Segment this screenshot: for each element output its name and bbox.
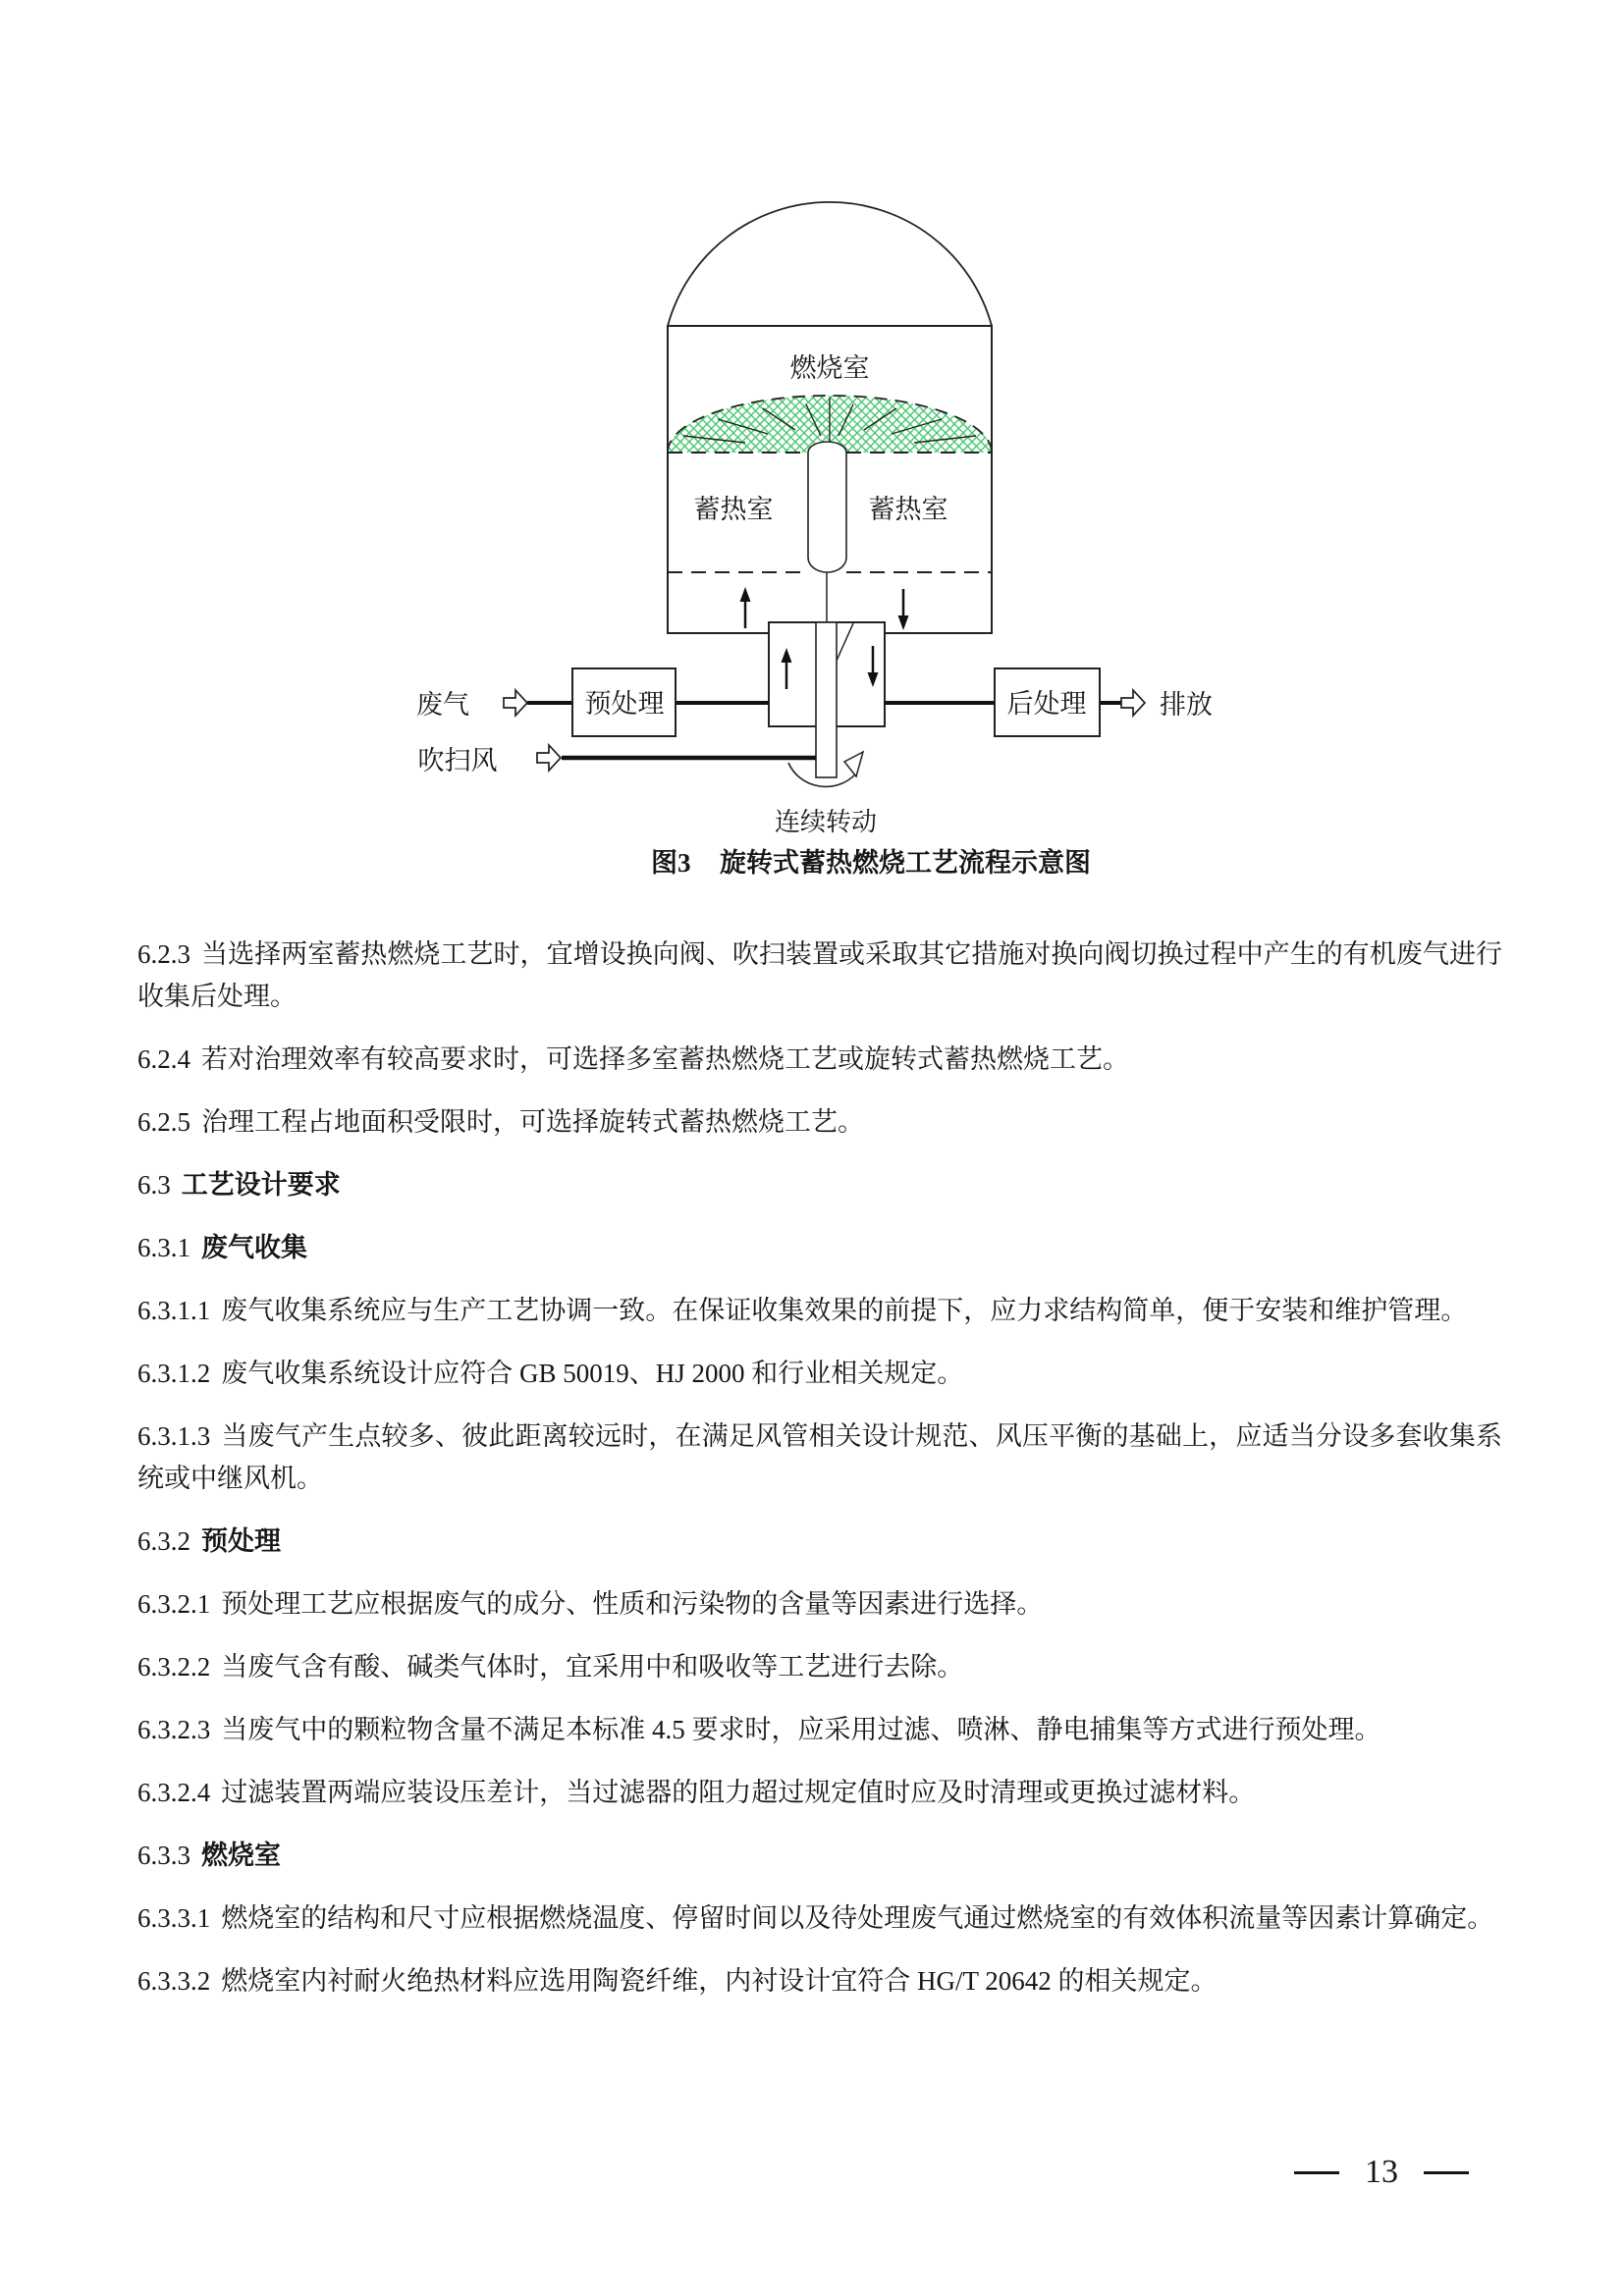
- clause-6-3-1-2: 6.3.1.2 废气收集系统设计应符合 GB 50019、HJ 2000 和行业相关规定。: [137, 1359, 964, 1388]
- page-number: 13: [1365, 2154, 1398, 2190]
- regenerator-left-label: 蓄热室: [693, 495, 774, 524]
- clause-text-block: [137, 934, 1502, 2023]
- rotation-label: 连续转动: [774, 808, 878, 836]
- heading-6-3-2: 6.3.2 预处理: [137, 1526, 281, 1556]
- clause-6-2-5: 6.2.5 治理工程占地面积受限时，可选择旋转式蓄热燃烧工艺。: [137, 1107, 864, 1137]
- clause-6-3-2-1: 6.3.2.1 预处理工艺应根据废气的成分、性质和污染物的含量等因素进行选择。: [137, 1589, 1044, 1619]
- rotation-arrow-icon: [844, 752, 863, 776]
- clause-6-3-1-1: 6.3.1.1 废气收集系统应与生产工艺协调一致。在保证收集效果的前提下，应力求结构简单，便于安装和维护管理。: [137, 1296, 1468, 1325]
- clause-6-2-3: 6.2.3 当选择两室蓄热燃烧工艺时，宜增设换向阀、吹扫装置或采取其它措施对换向阀切换过程中产生的有机废气进行收集后处理。: [137, 939, 1502, 1011]
- vessel-dome-outline: [668, 202, 992, 326]
- figure-3-diagram: [0, 0, 1624, 942]
- clause-6-2-4: 6.2.4 若对治理效率有较高要求时，可选择多室蓄热燃烧工艺或旋转式蓄热燃烧工艺。: [137, 1044, 1129, 1074]
- heading-6-3: 6.3 工艺设计要求: [137, 1170, 341, 1200]
- discharge-arrow-icon: [1121, 690, 1145, 716]
- combustion-chamber-label: 燃烧室: [789, 353, 870, 383]
- clause-6-3-2-2: 6.3.2.2 当废气含有酸、碱类气体时，宜采用中和吸收等工艺进行去除。: [137, 1652, 964, 1682]
- clause-6-3-3-2: 6.3.3.2 燃烧室内衬耐火绝热材料应选用陶瓷纤维，内衬设计宜符合 HG/T 20642 的相关规定。: [137, 1966, 1218, 1996]
- regenerator-right-label: 蓄热室: [868, 495, 948, 524]
- figure-caption-title: 旋转式蓄热燃烧工艺流程示意图: [720, 848, 1091, 878]
- waste-gas-label: 废气: [416, 690, 469, 720]
- figure-caption-number: 图3: [651, 848, 691, 878]
- pretreatment-label: 预处理: [584, 689, 665, 719]
- purge-air-label: 吹扫风: [417, 746, 498, 775]
- clause-6-3-3-1: 6.3.3.1 燃烧室的结构和尺寸应根据燃烧温度、停留时间以及待处理废气通过燃烧室的有效体积流量等因素计算确定。: [137, 1903, 1494, 1933]
- heading-6-3-1: 6.3.1 废气收集: [137, 1233, 307, 1262]
- heading-6-3-3: 6.3.3 燃烧室: [137, 1841, 281, 1870]
- footer-left-dash: [1294, 2171, 1339, 2174]
- discharge-label: 排放: [1160, 690, 1213, 720]
- waste-gas-arrow-icon: [504, 690, 527, 716]
- clause-6-3-2-4: 6.3.2.4 过滤装置两端应装设压差计，当过滤器的阻力超过规定值时应及时清理或更换过滤材料。: [137, 1778, 1256, 1807]
- clause-6-3-1-3: 6.3.1.3 当废气产生点较多、彼此距离较远时，在满足风管相关设计规范、风压平衡的基础上，应适当分设多套收集系统或中继风机。: [137, 1421, 1502, 1493]
- footer-right-dash: [1424, 2171, 1469, 2174]
- rotor-shaft: [816, 622, 837, 777]
- page-footer: [1294, 2156, 1469, 2189]
- clause-6-3-2-3: 6.3.2.3 当废气中的颗粒物含量不满足本标准 4.5 要求时，应采用过滤、喷淋、静电捕集等方式进行预处理。: [137, 1715, 1381, 1744]
- posttreatment-label: 后处理: [1006, 689, 1087, 719]
- purge-air-arrow-icon: [537, 745, 561, 771]
